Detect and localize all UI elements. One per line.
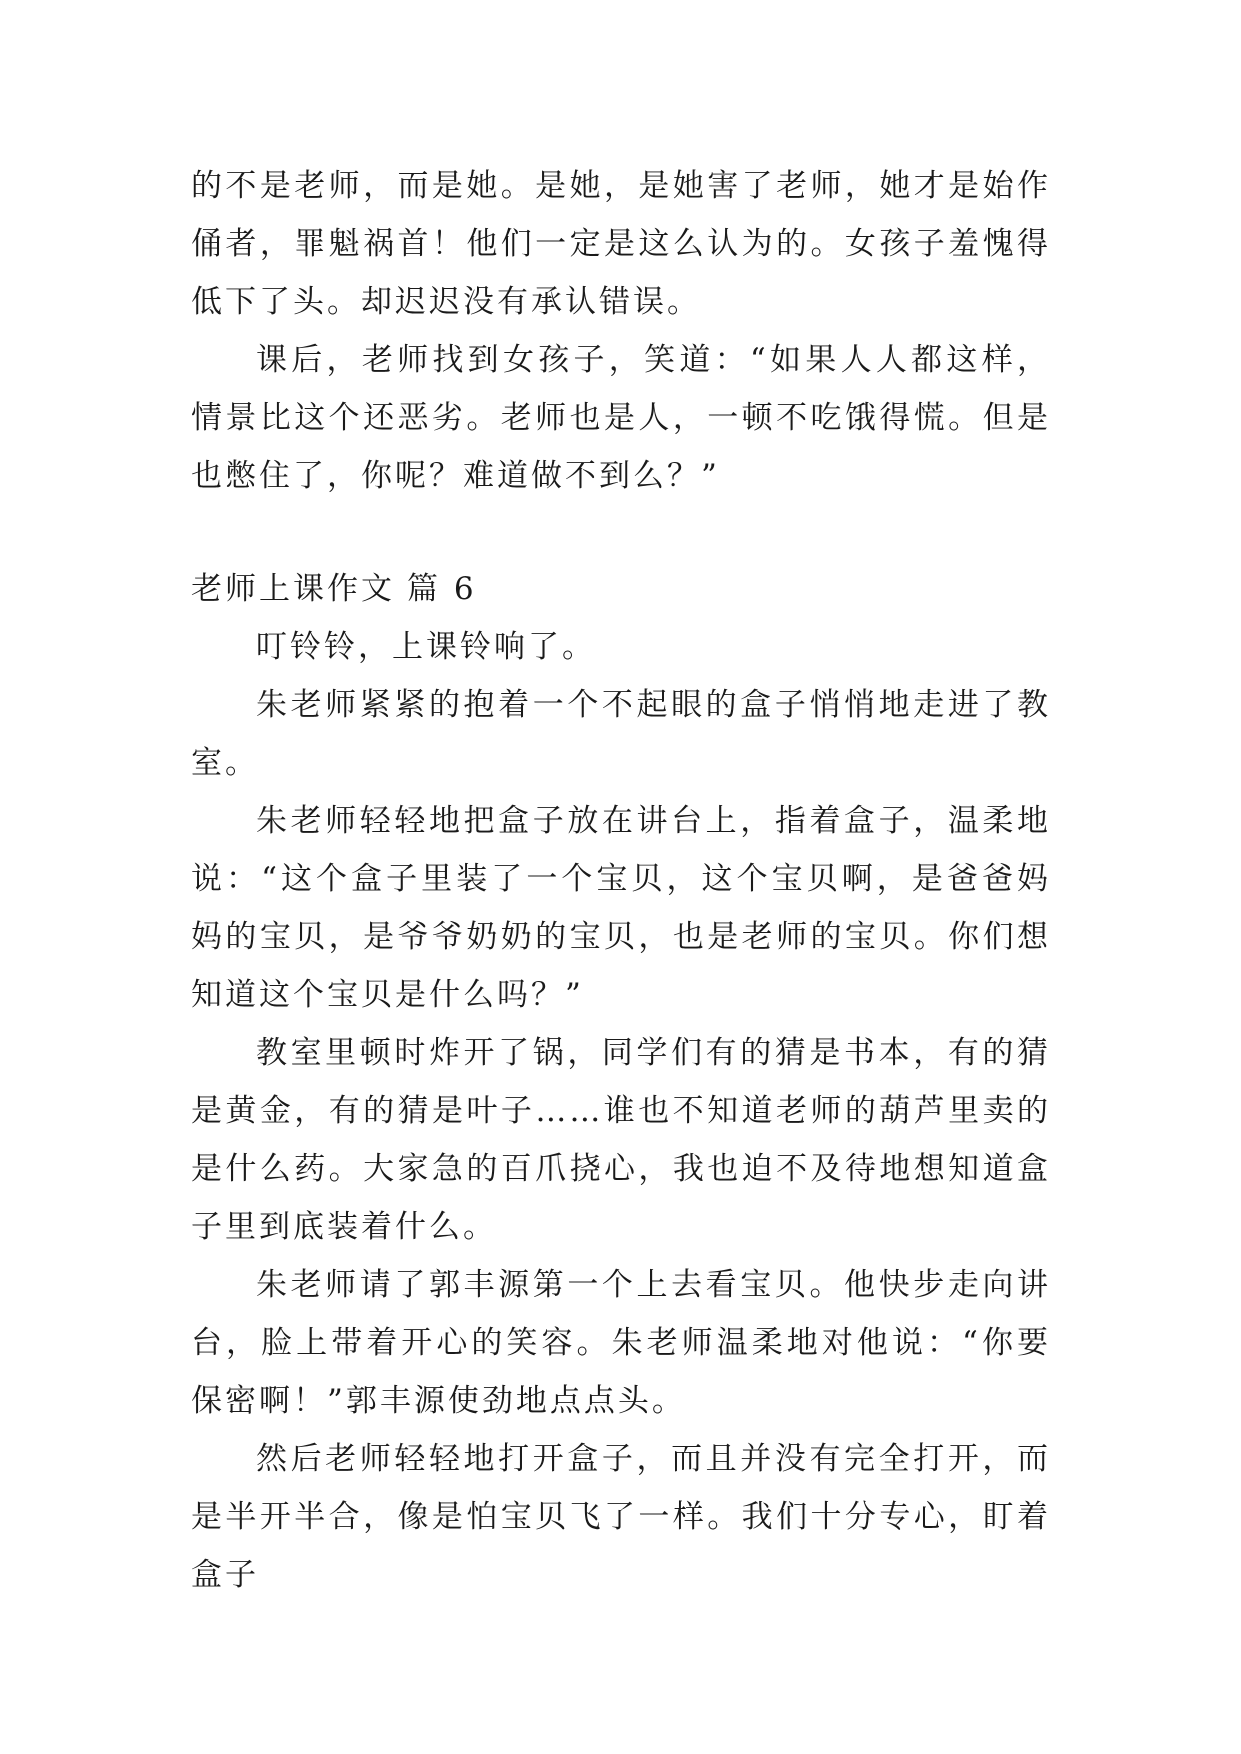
paragraph: 然后老师轻轻地打开盒子，而且并没有完全打开，而是半开半合，像是怕宝贝飞了一样。我们十分专心，盯着盒子 <box>191 1441 1051 1593</box>
section-heading <box>191 560 1051 618</box>
section-number: 篇 6 <box>407 571 477 607</box>
paragraph: 教室里顿时炸开了锅，同学们有的猜是书本，有的猜是黄金，有的猜是叶子……谁也不知道老师的葫芦里卖的是什么药。大家急的百爪挠心，我也迫不及待地想知道盒子里到底装着什么。 <box>191 1035 1051 1245</box>
paragraph: 课后，老师找到女孩子，笑道：“如果人人都这样，情景比这个还恶劣。老师也是人，一顿不吃饿得慌。但是也憋住了，你呢？难道做不到么？” <box>191 342 1051 494</box>
paragraph: 朱老师轻轻地把盒子放在讲台上，指着盒子，温柔地说：“这个盒子里装了一个宝贝，这个宝贝啊，是爸爸妈妈的宝贝，是爷爷奶奶的宝贝，也是老师的宝贝。你们想知道这个宝贝是什么吗？” <box>191 803 1051 1013</box>
document-body <box>191 157 1051 1604</box>
paragraph: 叮铃铃，上课铃响了。 <box>256 629 596 665</box>
section-title: 老师上课作文 <box>191 571 395 607</box>
paragraph: 朱老师请了郭丰源第一个上去看宝贝。他快步走向讲台，脸上带着开心的笑容。朱老师温柔地对他说：“你要保密啊！”郭丰源使劲地点点头。 <box>191 1267 1051 1419</box>
paragraph-continued: 的不是老师，而是她。是她，是她害了老师，她才是始作俑者，罪魁祸首！他们一定是这么认为的。女孩子羞愧得低下了头。却迟迟没有承认错误。 <box>191 168 1051 320</box>
paragraph: 朱老师紧紧的抱着一个不起眼的盒子悄悄地走进了教室。 <box>191 687 1051 781</box>
